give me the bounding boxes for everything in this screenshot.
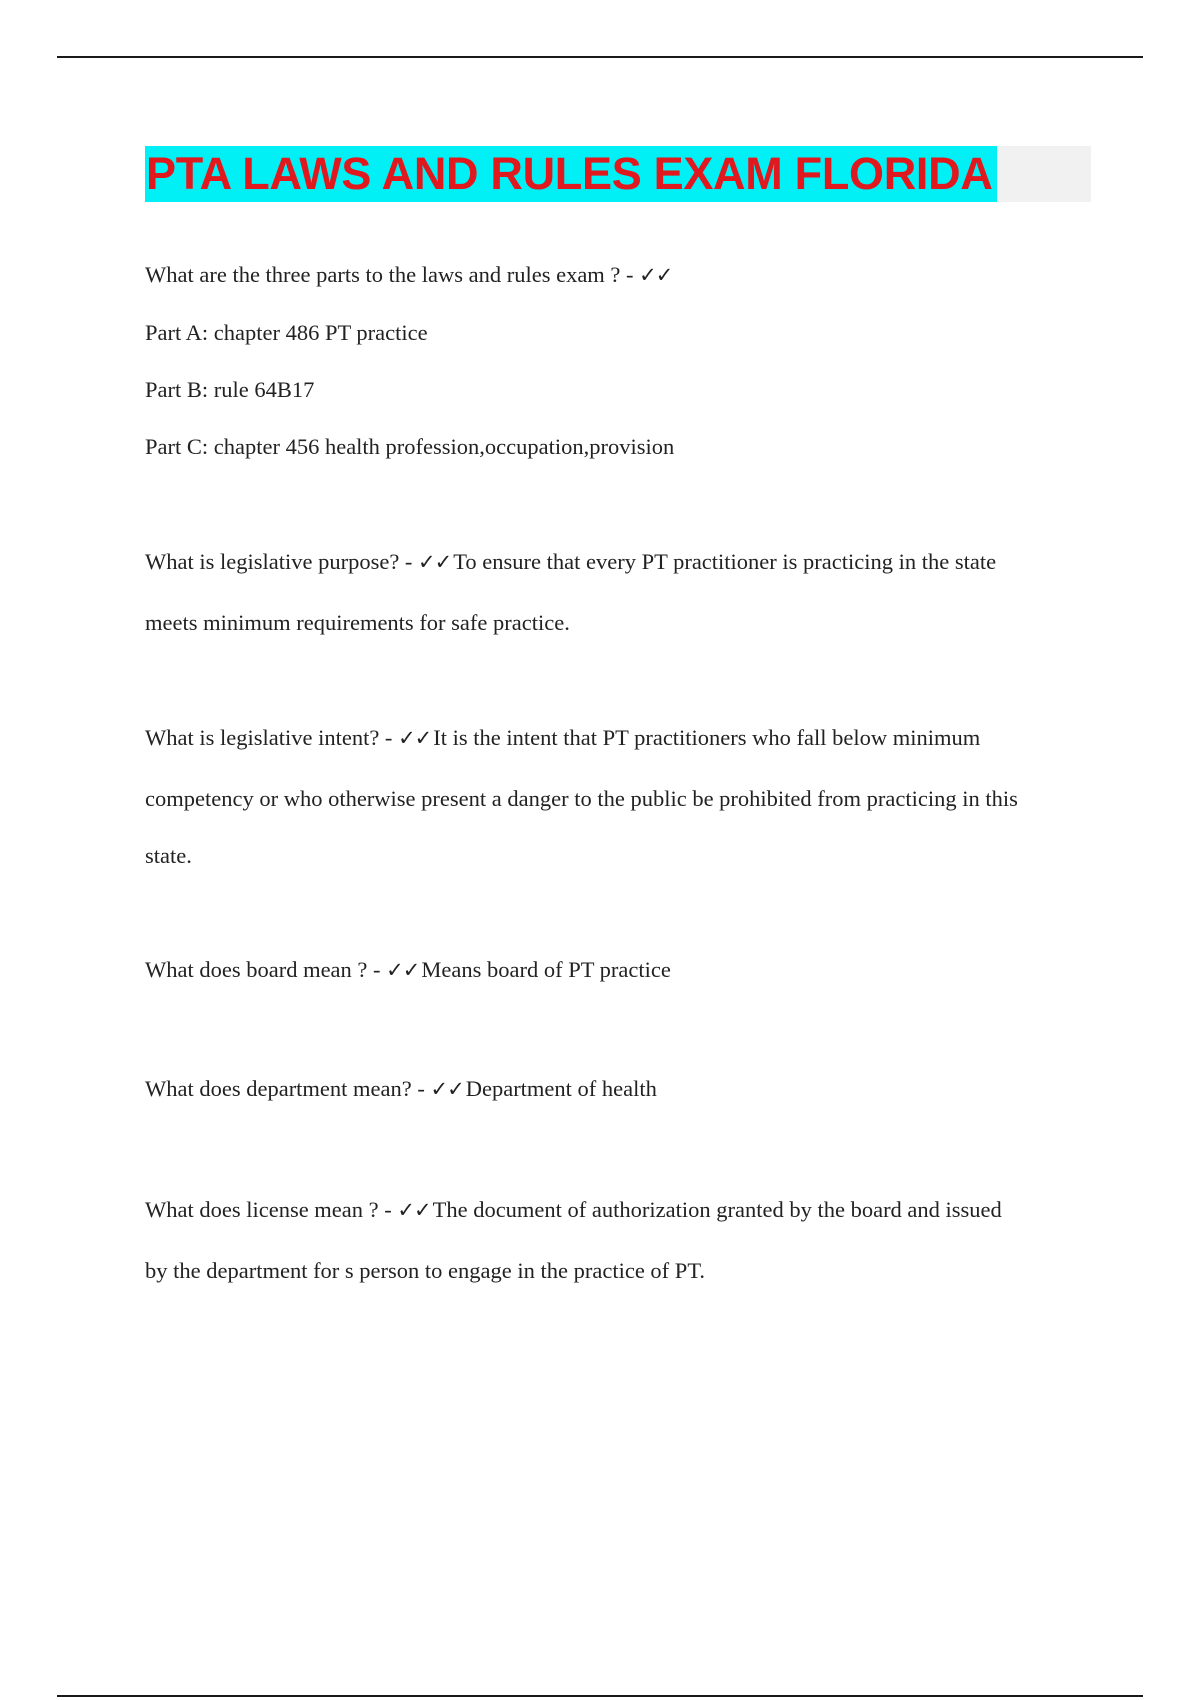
- qa-item-2-question: What is legislative purpose? -: [145, 549, 419, 574]
- qa-item-4-question: What does board mean ? -: [145, 957, 387, 982]
- qa-item-3-answer-line-3: state.: [145, 843, 192, 868]
- qa-item-6-question: What does license mean ? -: [145, 1197, 398, 1222]
- qa-item-1-answer-line-1: Part A: chapter 486 PT practice: [145, 320, 428, 345]
- qa-item-1-answer-line-3: Part C: chapter 456 health profession,occupation,provision: [145, 434, 675, 459]
- check-mark-icon: ✓✓: [430, 1077, 464, 1101]
- qa-item-3-question: What is legislative intent? -: [145, 725, 399, 750]
- qa-item-4-question-line: [145, 955, 1095, 985]
- page-title: PTA LAWS AND RULES EXAM FLORIDA: [145, 146, 997, 202]
- check-mark-icon: ✓✓: [397, 1198, 431, 1222]
- qa-item-5-question: What does department mean? -: [145, 1076, 431, 1101]
- top-rule: [57, 56, 1143, 58]
- qa-item-2-question-line: [145, 547, 1095, 577]
- qa-item-2-answer-line-2: meets minimum requirements for safe practice.: [145, 610, 570, 635]
- qa-item-5-answer: Department of health: [465, 1076, 657, 1101]
- bottom-rule: [57, 1695, 1143, 1697]
- qa-item-6-answer-line-2: by the department for s person to engage in the practice of PT.: [145, 1258, 706, 1283]
- qa-item-5-question-line: [145, 1074, 1095, 1104]
- qa-item-4-answer: Means board of PT practice: [421, 957, 671, 982]
- check-mark-icon: ✓✓: [418, 550, 452, 574]
- qa-item-6-answer: The document of authorization granted by the board and issued: [432, 1197, 1002, 1222]
- check-mark-icon: ✓✓: [639, 263, 673, 287]
- qa-item-3-answer: It is the intent that PT practitioners who fall below minimum: [433, 725, 981, 750]
- qa-item-1-answer-line-2: Part B: rule 64B17: [145, 377, 315, 402]
- qa-item-1-question: What are the three parts to the laws and rules exam ? -: [145, 262, 640, 287]
- qa-item-3-question-line: [145, 723, 1095, 753]
- qa-item-2-answer: To ensure that every PT practitioner is practicing in the state: [453, 549, 997, 574]
- qa-item-3-answer-line-2: competency or who otherwise present a danger to the public be prohibited from practicing in this: [145, 786, 1018, 811]
- qa-item-6-question-line: [145, 1195, 1095, 1225]
- check-mark-icon: ✓✓: [398, 726, 432, 750]
- check-mark-icon: ✓✓: [386, 958, 420, 982]
- qa-item-1-question-line: [145, 260, 1095, 290]
